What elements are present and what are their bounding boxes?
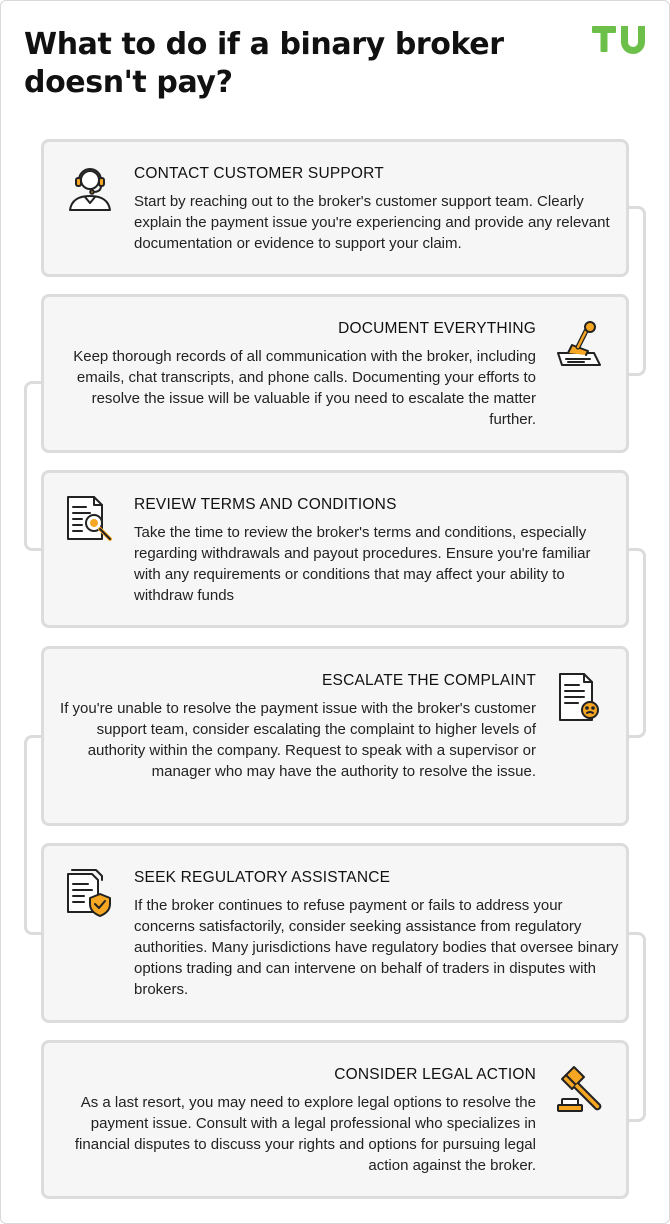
complaint-document-icon — [554, 671, 606, 723]
step-title: CONSIDER LEGAL ACTION — [334, 1066, 536, 1083]
step-title: REVIEW TERMS AND CONDITIONS — [134, 496, 397, 513]
step-title: DOCUMENT EVERYTHING — [338, 320, 536, 337]
connector-line — [628, 548, 646, 738]
connector-line — [628, 932, 646, 1122]
connector-line — [24, 735, 42, 935]
document-shield-icon — [64, 866, 116, 918]
stamp-icon — [554, 319, 606, 371]
step-description: Take the time to review the broker's terms and conditions, especially regarding withdrawals and payout procedures. Ensure you're familiar with any requirements or conditions that may affect your ability to withdraw funds — [134, 524, 591, 604]
support-agent-icon — [64, 162, 116, 214]
step-description: Keep thorough records of all communication with the broker, including emails, chat transcripts, and phone calls. Documenting your efforts to resolve the issue will be valuable if you need to escalate the matter further. — [73, 348, 536, 428]
step-card-regulatory-assistance — [41, 843, 629, 1023]
step-card-document-everything — [41, 294, 629, 453]
step-description: If the broker continues to refuse payment or fails to address your concerns satisfactorily, consider seeking assistance from regulatory authorities. Many jurisdictions have regulatory bodies that oversee binary options trading and can intervene on behalf of traders in disputes with brokers. — [134, 897, 619, 998]
step-card-escalate-complaint — [41, 646, 629, 826]
step-card-review-terms — [41, 470, 629, 628]
page-title: What to do if a binary broker doesn't pay? — [24, 27, 504, 100]
gavel-icon — [554, 1065, 606, 1117]
step-description: Start by reaching out to the broker's customer support team. Clearly explain the payment issue you're experiencing and provide any relevant documentation or evidence to support your claim. — [134, 193, 610, 252]
step-description: As a last resort, you may need to explore legal options to resolve the payment issue. Consult with a legal professional who specializes in financial disputes to discuss your rights and options for pursuing legal action against the broker. — [74, 1094, 536, 1174]
step-card-legal-action — [41, 1040, 629, 1199]
document-search-icon — [64, 493, 116, 545]
step-title: SEEK REGULATORY ASSISTANCE — [134, 869, 391, 886]
step-card-contact-support — [41, 139, 629, 277]
tu-logo — [592, 24, 648, 54]
connector-line — [24, 381, 42, 551]
step-title: CONTACT CUSTOMER SUPPORT — [134, 165, 384, 182]
step-title: ESCALATE THE COMPLAINT — [322, 672, 536, 689]
step-description: If you're unable to resolve the payment issue with the broker's customer support team, consider escalating the complaint to higher levels of authority within the company. Request to speak with a supervisor or manager who may have the authority to resolve the issue. — [60, 700, 536, 780]
connector-line — [628, 206, 646, 376]
